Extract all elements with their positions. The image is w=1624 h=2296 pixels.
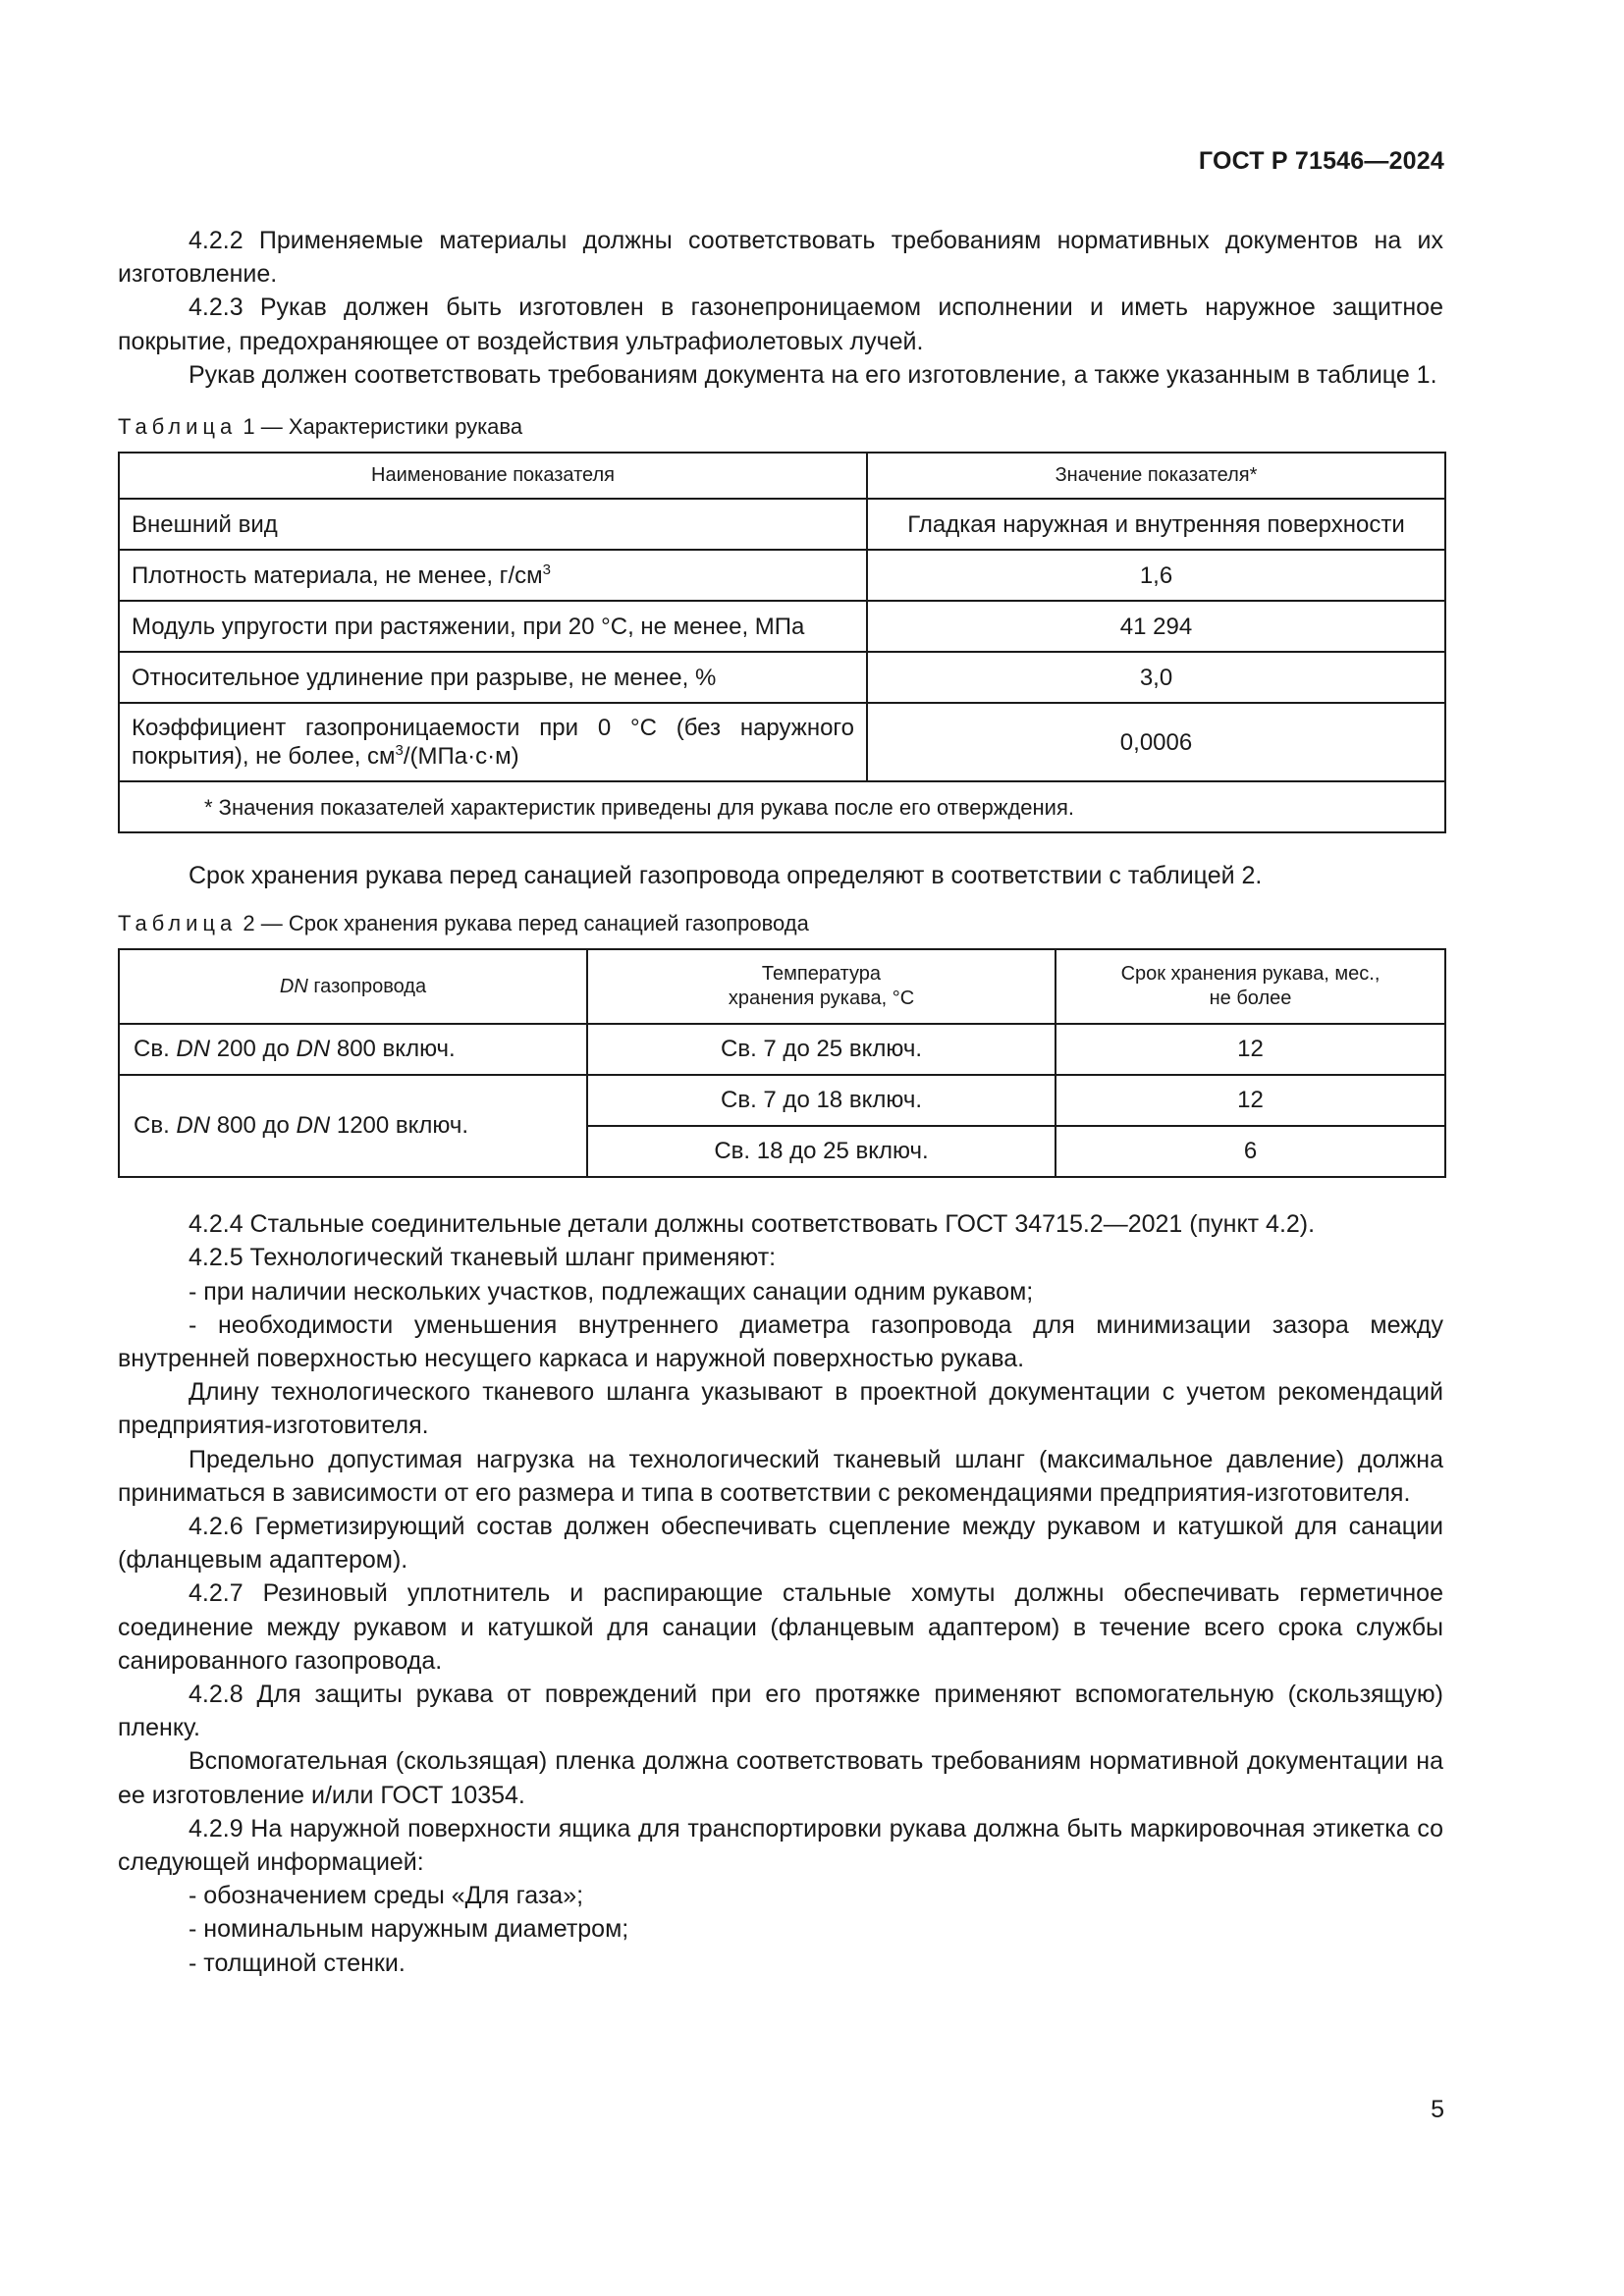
table-row (119, 499, 1445, 550)
table2-cell-term: 12 (1056, 1075, 1445, 1126)
paragraph-film: Вспомогательная (скользящая) пленка должна соответствовать требованиям нормативной документации на ее изготовление и/или ГОСТ 10354. (118, 1747, 1443, 1809)
table1-cell-name-units: /(МПа·с·м) (403, 743, 519, 771)
table1-caption (118, 413, 1443, 441)
table2-cell-dn (119, 1075, 587, 1177)
table2-caption (118, 910, 1443, 937)
paragraph-4-2-3: 4.2.3 Рукав должен быть изготовлен в газонепроницаемом исполнении и иметь наружное защитное покрытие, предохраняющее от воздействия ультрафиолетовых лучей. (118, 294, 1443, 355)
list-item: - при наличии нескольких участков, подлежащих санации одним рукавом; (189, 1277, 1034, 1306)
table2-dn-text: 200 до (210, 1036, 297, 1063)
body-bottom-section (118, 1207, 1443, 1980)
table2-header-temperature (587, 949, 1056, 1024)
table2-cell-temperature: Св. 18 до 25 включ. (587, 1126, 1056, 1177)
table2-caption-word: Таблица (118, 911, 238, 936)
table2-dn-symbol: DN (176, 1036, 211, 1063)
paragraph-4-2-2: 4.2.2 Применяемые материалы должны соответствовать требованиям нормативных документов на их изготовление. (118, 227, 1443, 289)
table1-footnote: * Значения показателей характеристик приведены для рукава после его отверждения. (119, 781, 1445, 832)
table1-cell-value: Гладкая наружная и внутренняя поверхности (867, 499, 1445, 550)
paragraph-hose-load: Предельно допустимая нагрузка на технологический тканевый шланг (максимальное давление) должна приниматься в зависимости от его размера и типа в соответствии с рекомендациями предприятия-изготовителя. (118, 1445, 1443, 1507)
table1-cell-value: 41 294 (867, 601, 1445, 652)
table2-storage-term (118, 948, 1446, 1178)
table2-header-row (119, 949, 1445, 1024)
table1-cell-name: Внешний вид (119, 499, 867, 550)
list-item: - номинальным наружным диаметром; (189, 1915, 629, 1944)
table2-header-temperature-line1: Температура (761, 963, 882, 986)
table2-dn-text: 800 до (210, 1112, 297, 1140)
list-item: - необходимости уменьшения внутреннего диаметра газопровода для минимизации зазора между внутренней поверхностью несущего каркаса и наружной поверхностью рукава. (118, 1310, 1443, 1373)
list-item: - обозначением среды «Для газа»; (189, 1882, 584, 1910)
table1-caption-title: 1 — Характеристики рукава (243, 414, 523, 440)
table1-cell-name (119, 550, 867, 601)
table2-header-term (1056, 949, 1445, 1024)
paragraph-4-2-4: 4.2.4 Стальные соединительные детали должны соответствовать ГОСТ 34715.2—2021 (пункт 4.2). (189, 1210, 1316, 1239)
table1-cell-name-superscript: 3 (395, 742, 404, 760)
table1-cell-name (119, 703, 867, 781)
table1-cell-value: 3,0 (867, 652, 1445, 703)
table2-dn-symbol: DN (296, 1036, 331, 1063)
page-number: 5 (1431, 2096, 1444, 2123)
table1-header-row (119, 453, 1445, 499)
paragraph-4-2-6: 4.2.6 Герметизирующий состав должен обеспечивать сцепление между рукавом и катушкой для санации (фланцевым адаптером). (118, 1513, 1443, 1575)
table1-caption-word: Таблица (118, 414, 238, 440)
list-item: - толщиной стенки. (189, 1949, 406, 1977)
table2-header-term-line2: не более (1209, 988, 1292, 1010)
table2-cell-dn (119, 1024, 587, 1075)
table2-cell-temperature: Св. 7 до 25 включ. (587, 1024, 1056, 1075)
paragraph-4-2-9: 4.2.9 На наружной поверхности ящика для транспортировки рукава должна быть маркировочная этикетка со следующей информацией: (118, 1814, 1443, 1877)
table2-dn-text: Св. (134, 1036, 177, 1063)
table1-cell-name-text: Плотность материала, не менее, г/см (132, 561, 543, 589)
table-row (119, 550, 1445, 601)
table1-cell-name: Относительное удлинение при разрыве, не менее, % (119, 652, 867, 703)
table2-header-dn-symbol: DN (279, 975, 308, 997)
table2-cell-term: 6 (1056, 1126, 1445, 1177)
table1-cell-value: 1,6 (867, 550, 1445, 601)
table2-header-term-line1: Срок хранения рукава, мес., (1120, 963, 1380, 986)
table-row (119, 652, 1445, 703)
table1-footnote-row (119, 781, 1445, 832)
table-row (119, 1024, 1445, 1075)
table2-dn-text: Св. (134, 1112, 177, 1140)
table-row (119, 703, 1445, 781)
table2-dn-symbol: DN (296, 1112, 331, 1140)
paragraph-4-2-5: 4.2.5 Технологический тканевый шланг применяют: (189, 1244, 777, 1272)
table2-dn-text: 1200 включ. (330, 1112, 469, 1140)
page-content (118, 224, 1443, 1980)
table1-cell-name-text: Коэффициент газопроницаемости при 0 °С (без наружного покрытия), не более, см (132, 715, 854, 771)
table1-cell-name: Модуль упругости при растяжении, при 20 °С, не менее, МПа (119, 601, 867, 652)
table2-dn-text: 800 включ. (330, 1036, 456, 1063)
paragraph-hose-length: Длину технологического тканевого шланга указывают в проектной документации с учетом рекомендаций предприятия-изготовителя. (118, 1378, 1443, 1440)
table1-header-name: Наименование показателя (119, 453, 867, 499)
table2-header-dn-text: газопровода (307, 975, 427, 997)
table-row (119, 601, 1445, 652)
table1-header-value: Значение показателя* (867, 453, 1445, 499)
paragraph-4-2-7: 4.2.7 Резиновый уплотнитель и распирающие стальные хомуты должны обеспечивать герметичное соединение между рукавом и катушкой для санации (фланцевым адаптером) в течение всего срока службы санированного газопровода. (118, 1579, 1443, 1675)
paragraph-table1-ref: Рукав должен соответствовать требованиям документа на его изготовление, а также указанным в таблице 1. (189, 360, 1437, 389)
table2-header-temperature-line2: хранения рукава, °С (728, 988, 915, 1010)
table-row (119, 1075, 1445, 1126)
table2-dn-symbol: DN (176, 1112, 211, 1140)
paragraph-4-2-8: 4.2.8 Для защиты рукава от повреждений при его протяжке применяют вспомогательную (скользящую) пленку. (118, 1681, 1443, 1742)
table2-header-dn (119, 949, 587, 1024)
table1-cell-name-superscript: 3 (542, 561, 551, 578)
table1-cell-value: 0,0006 (867, 703, 1445, 781)
table1-characteristics (118, 452, 1446, 833)
paragraph-table2-ref: Срок хранения рукава перед санацией газопровода определяют в соответствии с таблицей 2. (189, 862, 1263, 890)
table2-cell-term: 12 (1056, 1024, 1445, 1075)
table2-caption-title: 2 — Срок хранения рукава перед санацией газопровода (243, 911, 809, 936)
document-code-header: ГОСТ Р 71546—2024 (1198, 147, 1444, 175)
table2-cell-temperature: Св. 7 до 18 включ. (587, 1075, 1056, 1126)
